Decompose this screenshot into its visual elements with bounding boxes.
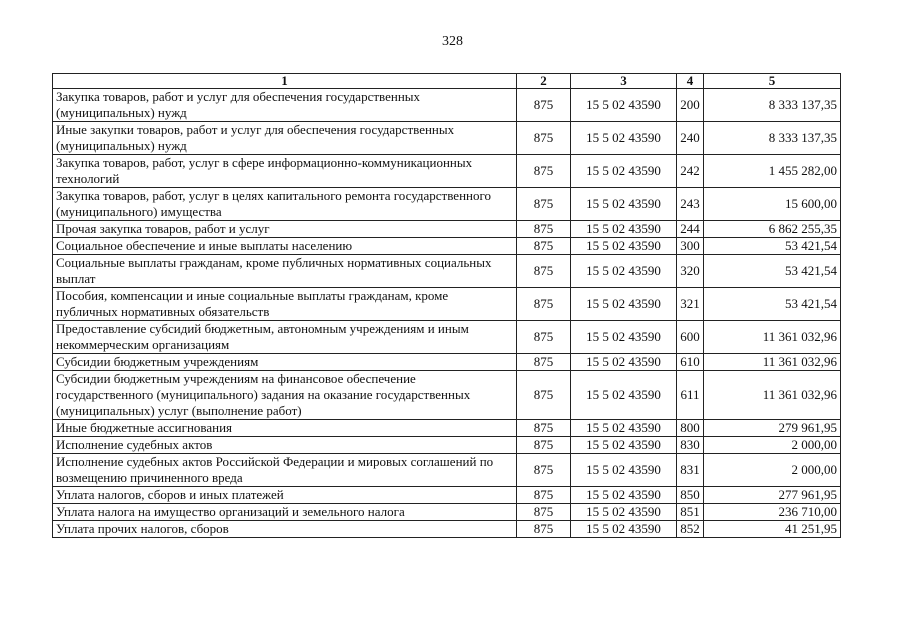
row-code: 875 — [517, 437, 571, 454]
row-name: Социальные выплаты гражданам, кроме публичных нормативных социальных выплат — [53, 255, 517, 288]
header-col-5: 5 — [704, 74, 841, 89]
row-name: Предоставление субсидий бюджетным, автономным учреждениям и иным некоммерческим организациям — [53, 321, 517, 354]
row-expense-type: 244 — [677, 221, 704, 238]
header-col-1: 1 — [53, 74, 517, 89]
row-amount: 1 455 282,00 — [704, 155, 841, 188]
row-expense-type: 831 — [677, 454, 704, 487]
row-article: 15 5 02 43590 — [571, 288, 677, 321]
row-code: 875 — [517, 504, 571, 521]
row-expense-type: 800 — [677, 420, 704, 437]
table-row — [53, 437, 841, 454]
page-number: 328 — [442, 34, 463, 49]
row-expense-type: 852 — [677, 521, 704, 538]
table-row — [53, 288, 841, 321]
row-expense-type: 610 — [677, 354, 704, 371]
row-article: 15 5 02 43590 — [571, 221, 677, 238]
row-article: 15 5 02 43590 — [571, 504, 677, 521]
row-article: 15 5 02 43590 — [571, 371, 677, 420]
header-col-3: 3 — [571, 74, 677, 89]
row-article: 15 5 02 43590 — [571, 420, 677, 437]
row-amount: 2 000,00 — [704, 454, 841, 487]
table-row — [53, 255, 841, 288]
table-row — [53, 321, 841, 354]
table-row — [53, 188, 841, 221]
row-expense-type: 240 — [677, 122, 704, 155]
row-amount: 6 862 255,35 — [704, 221, 841, 238]
row-code: 875 — [517, 420, 571, 437]
row-code: 875 — [517, 188, 571, 221]
row-code: 875 — [517, 371, 571, 420]
row-expense-type: 242 — [677, 155, 704, 188]
row-name: Закупка товаров, работ и услуг для обеспечения государственных (муниципальных) нужд — [53, 89, 517, 122]
row-code: 875 — [517, 238, 571, 255]
row-expense-type: 830 — [677, 437, 704, 454]
row-code: 875 — [517, 122, 571, 155]
row-article: 15 5 02 43590 — [571, 155, 677, 188]
row-expense-type: 320 — [677, 255, 704, 288]
table-row — [53, 521, 841, 538]
row-expense-type: 243 — [677, 188, 704, 221]
row-code: 875 — [517, 454, 571, 487]
row-expense-type: 850 — [677, 487, 704, 504]
table-row — [53, 122, 841, 155]
row-amount: 8 333 137,35 — [704, 89, 841, 122]
table-row — [53, 487, 841, 504]
row-amount: 53 421,54 — [704, 238, 841, 255]
table-row — [53, 354, 841, 371]
row-code: 875 — [517, 155, 571, 188]
header-row — [53, 74, 841, 89]
row-name: Прочая закупка товаров, работ и услуг — [53, 221, 517, 238]
row-expense-type: 851 — [677, 504, 704, 521]
row-code: 875 — [517, 288, 571, 321]
row-code: 875 — [517, 255, 571, 288]
row-code: 875 — [517, 521, 571, 538]
row-expense-type: 321 — [677, 288, 704, 321]
row-amount: 279 961,95 — [704, 420, 841, 437]
row-amount: 2 000,00 — [704, 437, 841, 454]
row-name: Субсидии бюджетным учреждениям — [53, 354, 517, 371]
row-code: 875 — [517, 89, 571, 122]
row-article: 15 5 02 43590 — [571, 521, 677, 538]
table-row — [53, 155, 841, 188]
row-article: 15 5 02 43590 — [571, 487, 677, 504]
row-code: 875 — [517, 321, 571, 354]
row-expense-type: 200 — [677, 89, 704, 122]
row-name: Закупка товаров, работ, услуг в сфере информационно-коммуникационных технологий — [53, 155, 517, 188]
row-name: Социальное обеспечение и иные выплаты населению — [53, 238, 517, 255]
row-article: 15 5 02 43590 — [571, 122, 677, 155]
row-expense-type: 300 — [677, 238, 704, 255]
row-name: Иные закупки товаров, работ и услуг для обеспечения государственных (муниципальных) нужд — [53, 122, 517, 155]
header-col-2: 2 — [517, 74, 571, 89]
row-article: 15 5 02 43590 — [571, 238, 677, 255]
row-article: 15 5 02 43590 — [571, 437, 677, 454]
row-expense-type: 600 — [677, 321, 704, 354]
table-row — [53, 504, 841, 521]
row-amount: 41 251,95 — [704, 521, 841, 538]
row-name: Иные бюджетные ассигнования — [53, 420, 517, 437]
row-name: Уплата налогов, сборов и иных платежей — [53, 487, 517, 504]
row-name: Закупка товаров, работ, услуг в целях капитального ремонта государственного (муниципального) имущества — [53, 188, 517, 221]
row-amount: 53 421,54 — [704, 288, 841, 321]
row-amount: 236 710,00 — [704, 504, 841, 521]
table-row — [53, 454, 841, 487]
row-amount: 8 333 137,35 — [704, 122, 841, 155]
table-row — [53, 420, 841, 437]
row-amount: 11 361 032,96 — [704, 321, 841, 354]
row-article: 15 5 02 43590 — [571, 89, 677, 122]
row-code: 875 — [517, 354, 571, 371]
table-row — [53, 371, 841, 420]
row-article: 15 5 02 43590 — [571, 255, 677, 288]
row-amount: 11 361 032,96 — [704, 371, 841, 420]
table-row — [53, 238, 841, 255]
row-amount: 53 421,54 — [704, 255, 841, 288]
row-name: Уплата прочих налогов, сборов — [53, 521, 517, 538]
budget-table — [52, 73, 841, 538]
row-article: 15 5 02 43590 — [571, 188, 677, 221]
header-col-4: 4 — [677, 74, 704, 89]
table-row — [53, 89, 841, 122]
row-article: 15 5 02 43590 — [571, 321, 677, 354]
row-article: 15 5 02 43590 — [571, 354, 677, 371]
table-body — [53, 89, 841, 538]
row-expense-type: 611 — [677, 371, 704, 420]
row-name: Уплата налога на имущество организаций и земельного налога — [53, 504, 517, 521]
row-name: Исполнение судебных актов — [53, 437, 517, 454]
table-row — [53, 221, 841, 238]
row-amount: 277 961,95 — [704, 487, 841, 504]
row-amount: 15 600,00 — [704, 188, 841, 221]
row-code: 875 — [517, 221, 571, 238]
row-name: Пособия, компенсации и иные социальные выплаты гражданам, кроме публичных нормативных обязательств — [53, 288, 517, 321]
row-amount: 11 361 032,96 — [704, 354, 841, 371]
row-code: 875 — [517, 487, 571, 504]
row-name: Исполнение судебных актов Российской Федерации и мировых соглашений по возмещению причиненного вреда — [53, 454, 517, 487]
row-article: 15 5 02 43590 — [571, 454, 677, 487]
row-name: Субсидии бюджетным учреждениям на финансовое обеспечение государственного (муниципального) задания на оказание государственных (муниципальных) услуг (выполнение работ) — [53, 371, 517, 420]
